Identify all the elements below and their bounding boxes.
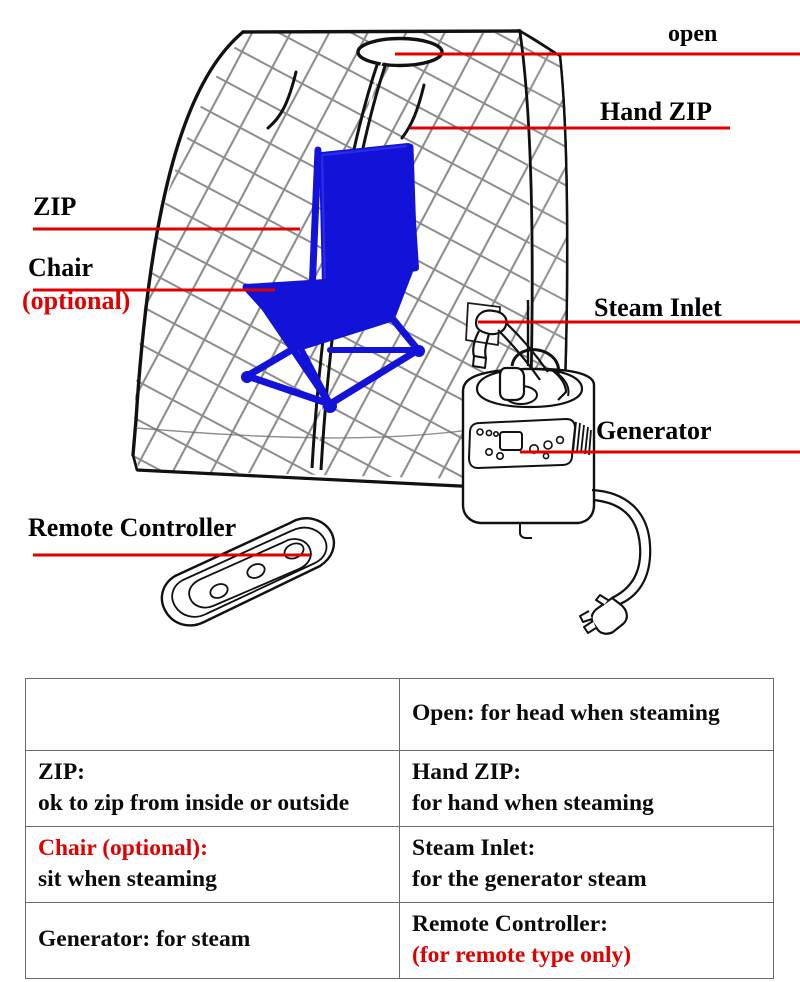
table-cell-hand-zip [400,751,774,827]
cell-line: ok to zip from inside or outside [38,789,350,816]
top-oval-opening [358,39,442,66]
cell-line: for the generator steam [412,865,647,892]
callout-label-generator: Generator [596,416,712,445]
table-cell-steam-inlet [400,827,774,903]
table-cell-open [400,679,774,751]
cell-line: ZIP: [38,759,85,785]
callout-label-chair: Chair [28,253,93,282]
callout-label-remote-controller: Remote Controller [28,513,237,542]
cell-line: (for remote type only) [412,941,632,968]
cell-line: for hand when steaming [412,789,654,816]
callout-label-zip: ZIP [33,192,77,221]
callout-label-hand-zip: Hand ZIP [600,97,712,126]
cell-line: Open: for head when steaming [412,700,720,727]
callout-label-open: open [668,21,718,47]
generator-display [500,432,522,450]
cell-line: Hand ZIP: [412,759,522,785]
generator-handle-grip [500,368,524,400]
cell-line: Steam Inlet: [412,835,536,862]
table-row [26,751,774,827]
tent-top-front-ridge [243,31,520,32]
table-cell-chair [26,827,400,903]
table-row [26,679,774,751]
table-row [26,827,774,903]
table-cell-empty [26,679,400,751]
cell-line: Remote Controller: [412,911,608,938]
feature-description-table [25,678,774,979]
callout-label-steam-inlet: Steam Inlet [594,293,722,322]
table-row [26,903,774,979]
table-cell-generator [26,903,400,979]
table-cell-zip [26,751,400,827]
cell-line: Generator: for steam [38,926,251,953]
table-cell-remote-controller [400,903,774,979]
cell-line: Chair (optional): [38,835,208,862]
cell-line: sit when steaming [38,865,217,892]
callout-label-chair-optional: (optional) [22,286,131,315]
steam-generator [463,350,594,538]
